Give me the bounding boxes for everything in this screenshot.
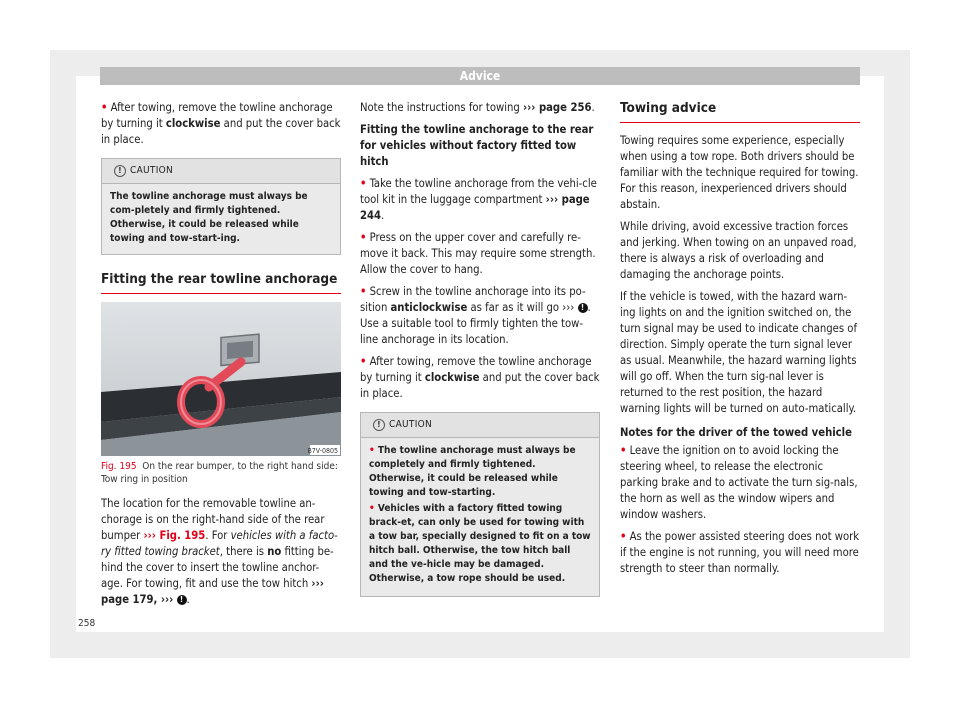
caution-header: ! CAUTION [361,413,599,437]
column-1 [101,100,341,255]
column-3 [620,100,860,583]
page-number: 258 [78,618,96,629]
figure-link[interactable]: ››› Fig. 195 [143,529,206,542]
bullet-icon: • [101,101,108,114]
bullet-icon: • [360,355,367,368]
section-title: Towing advice [620,100,860,123]
paragraph: If the vehicle is towed, with the hazard warn-ing lights on and the ignition switched on, the turn signal may be used to indicate changes of direction. Simply operate the turn signal lever as usual. Meanwhile, the hazard warning lights will go off. When the turn sig-nal lever is returned to the rest position, the hazard warning lights will be turned on auto-matically. [620,290,858,415]
bullet-paragraph: • Screw in the towline anchorage into its po-sition anticlockwise as far as it will go ››› ! . Use a suitable tool to firmly tighten the tow-line anchorage in its location. [360,285,591,346]
bullet-icon: • [369,503,375,514]
exclamation-icon: ! [114,165,126,177]
subheading: Fitting the towline anchorage to the rear for vehicles without factory fitted tow hitch [360,123,594,168]
page-link[interactable]: ››› page 179 [101,577,324,606]
caution-box [360,412,600,597]
page-link[interactable]: ››› page 244 [360,193,590,222]
bullet-icon: • [360,231,367,244]
subheading: Notes for the driver of the towed vehicle [620,426,852,439]
caution-text: • The towline anchorage must always be completely and firmly tightened. Otherwise, it could be released while towing and tow-starting. • Vehicles with a factory fitted towing brack-et, can only be used for towing with a tow bar, specially designed to fit on a tow hitch ball. Otherwise, the tow hitch ball and the ve-hicle may be damaged. Otherwise, a tow rope should be used. [361,437,599,596]
intro-paragraph: Note the instructions for towing ››› page 256. [360,101,595,114]
caution-text: The towline anchorage must always be com-pletely and firmly tightened. Otherwise, it could be released while towing and tow-start-ing. [102,183,340,254]
bullet-icon: • [360,177,367,190]
column-2 [360,100,600,597]
bullet-icon: • [620,530,627,543]
info-icon: ! [578,303,588,313]
caution-box [101,158,341,255]
figure-caption: Fig. 195 On the rear bumper, to the right hand side: Tow ring in position [101,461,338,485]
bullet-paragraph: • As the power assisted steering does not work if the engine is not running, you will need more strength to steer than normally. [620,530,860,575]
page-link[interactable]: ››› page 256 [523,101,592,114]
page-header: Advice [100,67,860,85]
caution-header: ! CAUTION [102,159,340,183]
paragraph: While driving, avoid excessive traction forces and jerking. When towing on an unpaved road, there is always a risk of overloading and damaging the anchorage points. [620,220,857,281]
bullet-paragraph: • After towing, remove the towline anchorage by turning it clockwise and put the cover back in place. [101,101,341,146]
section-heading-block [101,271,341,294]
paragraph: Towing requires some experience, especially when using a tow rope. Both drivers should be familiar with the technique required for towing. For this reason, inexperienced drivers should abstain. [620,134,859,211]
bullet-paragraph: • Take the towline anchorage from the vehi-cle tool kit in the luggage compartment ››› page 244. [360,177,597,222]
bullet-paragraph: • After towing, remove the towline anchorage by turning it clockwise and put the cover back in place. [360,355,600,400]
tow-ring-illustration [101,302,341,456]
section-title: Fitting the rear towline anchorage [101,271,341,294]
exclamation-icon: ! [373,419,385,431]
bullet-icon: • [620,444,627,457]
bullet-icon: • [360,285,367,298]
bullet-paragraph: • Leave the ignition on to avoid locking the steering wheel, to release the electronic parking brake and to activate the turn sig-nals, the horn as well as the window wipers and window washers. [620,444,858,521]
figure-code: B7V-0805 [307,447,338,455]
tow-ring-figure [101,302,341,456]
info-icon: ! [177,595,187,605]
bullet-icon: • [369,445,375,456]
location-paragraph: The location for the removable towline an-chorage is on the right-hand side of the rear bumper ››› Fig. 195. For vehicles with a facto-ry fitted towing bracket, there is no fitting be-hind the cover to insert the towline anchor-age. For towing, fit and use the tow hitch ››› page 179, ››› ! . [101,497,338,606]
bullet-paragraph: • Press on the upper cover and carefully re-move it back. This may require some strength. Allow the cover to hang. [360,231,596,276]
